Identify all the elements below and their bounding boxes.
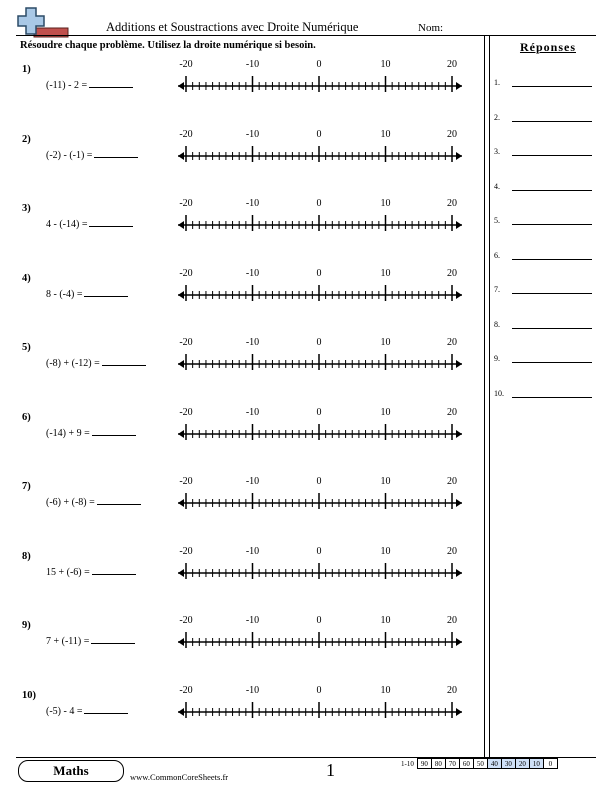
- tick-label: 20: [447, 476, 457, 487]
- answer-blank[interactable]: [91, 634, 135, 644]
- score-cell: 80: [431, 759, 445, 769]
- answer-number: 5.: [494, 216, 500, 225]
- arrow-left-icon: [178, 499, 184, 507]
- arrow-right-icon: [456, 638, 462, 646]
- tick-label: 0: [316, 615, 322, 626]
- column-divider: [484, 36, 485, 758]
- problem-expression: [46, 704, 128, 717]
- tick-label: -10: [245, 267, 260, 279]
- tick-label: 10: [380, 545, 391, 557]
- answer-blank[interactable]: [97, 495, 141, 505]
- tick-label: 20: [447, 198, 457, 209]
- tick-label: 20: [447, 615, 457, 626]
- arrow-left-icon: [178, 708, 184, 716]
- problem-item: [0, 337, 484, 392]
- problem-number: 10): [22, 689, 36, 701]
- problem-item: [0, 267, 484, 323]
- problem-item: [0, 59, 484, 114]
- number-line: [178, 58, 466, 100]
- problem-number: 1): [22, 64, 31, 75]
- score-cell: 50: [473, 759, 487, 769]
- answer-number: 3.: [494, 147, 500, 156]
- tick-label: -20: [179, 406, 193, 418]
- number-line: [178, 128, 466, 170]
- tick-label: 0: [316, 545, 322, 557]
- answer-number: 8.: [494, 319, 500, 329]
- expression-text: 4 - (-14) =: [46, 219, 88, 230]
- answer-line[interactable]: [512, 224, 592, 225]
- answer-item: [494, 180, 594, 200]
- answer-blank[interactable]: [84, 704, 128, 714]
- arrow-right-icon: [456, 291, 462, 299]
- tick-label: 0: [316, 406, 322, 418]
- answer-blank[interactable]: [84, 287, 128, 297]
- score-cell: 10: [529, 759, 543, 769]
- arrow-left-icon: [178, 569, 184, 577]
- tick-label: 0: [316, 59, 322, 70]
- score-cell: 0: [543, 759, 557, 769]
- score-label: 1-10: [401, 759, 414, 768]
- answer-number: 2.: [494, 112, 500, 122]
- answer-line[interactable]: [512, 86, 592, 87]
- tick-label: -10: [245, 59, 260, 70]
- tick-label: 10: [380, 267, 391, 279]
- tick-label: -20: [179, 545, 193, 557]
- tick-label: -20: [179, 476, 193, 487]
- column-divider-inner: [489, 36, 490, 758]
- tick-label: -10: [245, 476, 260, 487]
- problem-number: 2): [22, 133, 31, 145]
- instructions: Résoudre chaque problème. Utilisez la droite numérique si besoin.: [20, 40, 316, 51]
- answer-item: [494, 76, 594, 96]
- answer-line[interactable]: [512, 259, 592, 260]
- expression-text: (-11) - 2 =: [46, 80, 88, 91]
- number-line: [178, 267, 466, 309]
- answer-item: [494, 352, 594, 372]
- answer-blank[interactable]: [89, 78, 133, 88]
- arrow-left-icon: [178, 430, 184, 438]
- tick-label: 20: [447, 545, 457, 557]
- answer-number: 4.: [494, 181, 500, 191]
- answer-item: [494, 145, 594, 165]
- answer-item: [494, 318, 594, 338]
- tick-label: -10: [245, 198, 260, 209]
- problem-expression: [46, 287, 128, 300]
- tick-label: 0: [316, 198, 322, 209]
- tick-label: -20: [179, 615, 193, 626]
- problem-expression: [46, 426, 136, 439]
- answer-number: 7.: [494, 285, 500, 294]
- answer-line[interactable]: [512, 121, 592, 122]
- problem-item: [0, 684, 484, 740]
- tick-label: -10: [245, 615, 260, 626]
- arrow-right-icon: [456, 221, 462, 229]
- arrow-right-icon: [456, 569, 462, 577]
- tick-label: 20: [447, 128, 457, 140]
- site-url: www.CommonCoreSheets.fr: [130, 772, 229, 782]
- arrow-left-icon: [178, 360, 184, 368]
- tick-label: 0: [316, 337, 322, 348]
- tick-label: -20: [179, 59, 193, 70]
- tick-label: 10: [380, 615, 391, 626]
- tick-label: 10: [380, 128, 391, 140]
- number-line: [178, 475, 466, 517]
- answer-item: [494, 283, 594, 303]
- arrow-right-icon: [456, 360, 462, 368]
- arrow-right-icon: [456, 82, 462, 90]
- answer-item: [494, 214, 594, 234]
- arrow-right-icon: [456, 499, 462, 507]
- problem-number: 9): [22, 620, 31, 631]
- arrow-left-icon: [178, 638, 184, 646]
- problem-expression: [46, 495, 141, 508]
- expression-text: (-8) + (-12) =: [46, 358, 100, 369]
- number-line: [178, 545, 466, 587]
- problem-expression: [46, 217, 133, 230]
- problem-item: [0, 128, 484, 184]
- number-line: [178, 684, 466, 726]
- problem-number: 6): [22, 411, 31, 423]
- score-cell: 30: [501, 759, 515, 769]
- tick-label: 20: [447, 337, 457, 348]
- tick-label: 0: [316, 684, 322, 696]
- score-cell: 40: [487, 759, 501, 769]
- problem-number: 4): [22, 272, 31, 284]
- tick-label: 10: [380, 198, 391, 209]
- number-line: [178, 197, 466, 239]
- problem-item: [0, 406, 484, 462]
- problem-expression: [46, 634, 135, 647]
- score-cell: 70: [445, 759, 459, 769]
- arrow-left-icon: [178, 82, 184, 90]
- expression-text: (-2) - (-1) =: [46, 149, 93, 161]
- number-line: [178, 336, 466, 378]
- score-cell: 20: [515, 759, 529, 769]
- problem-number: 5): [22, 342, 31, 353]
- expression-text: (-5) - 4 =: [46, 705, 83, 717]
- answer-blank[interactable]: [89, 217, 133, 227]
- tick-label: 10: [380, 59, 391, 70]
- tick-label: -10: [245, 128, 260, 140]
- answer-number: 10.: [494, 388, 504, 398]
- tick-label: -20: [179, 337, 193, 348]
- problem-number: 3): [22, 203, 31, 214]
- arrow-left-icon: [178, 221, 184, 229]
- answer-line[interactable]: [512, 362, 592, 363]
- tick-label: 20: [447, 59, 457, 70]
- problem-item: [0, 545, 484, 601]
- arrow-right-icon: [456, 430, 462, 438]
- expression-text: 8 - (-4) =: [46, 288, 83, 300]
- page-number: 1: [326, 760, 335, 780]
- tick-label: -20: [179, 267, 193, 279]
- tick-label: 20: [447, 406, 457, 418]
- problem-expression: [46, 78, 133, 91]
- answer-number: 9.: [494, 354, 500, 363]
- expression-text: 15 + (-6) =: [46, 566, 90, 578]
- problem-item: [0, 476, 484, 531]
- tick-label: 10: [380, 476, 391, 487]
- tick-label: -20: [179, 128, 193, 140]
- tick-label: 0: [316, 267, 322, 279]
- answer-line[interactable]: [512, 190, 592, 191]
- expression-text: (-14) + 9 =: [46, 427, 90, 439]
- tick-label: -20: [179, 684, 193, 696]
- problem-expression: [46, 356, 146, 369]
- answer-item: [494, 387, 594, 407]
- expression-text: 7 + (-11) =: [46, 636, 90, 647]
- tick-label: -10: [245, 337, 260, 348]
- tick-label: -10: [245, 684, 260, 696]
- tick-label: 10: [380, 337, 391, 348]
- problem-expression: [46, 148, 138, 161]
- tick-label: -10: [245, 406, 260, 418]
- answer-item: [494, 249, 594, 269]
- answer-number: 6.: [494, 250, 500, 260]
- tick-label: 20: [447, 267, 457, 279]
- arrow-left-icon: [178, 291, 184, 299]
- arrow-right-icon: [456, 152, 462, 160]
- name-label: Nom:: [418, 22, 444, 34]
- problem-expression: [46, 565, 136, 578]
- tick-label: 10: [380, 684, 391, 696]
- number-line: [178, 406, 466, 448]
- answer-item: [494, 111, 594, 131]
- expression-text: (-6) + (-8) =: [46, 497, 95, 508]
- answer-line[interactable]: [512, 397, 592, 398]
- answer-blank[interactable]: [102, 356, 146, 366]
- score-table: [399, 758, 558, 769]
- problem-number: 7): [22, 481, 31, 492]
- tick-label: -20: [179, 198, 193, 209]
- answer-line[interactable]: [512, 328, 592, 329]
- answer-blank[interactable]: [92, 565, 136, 575]
- arrow-left-icon: [178, 152, 184, 160]
- answers-title: Réponses: [519, 40, 576, 54]
- plus-logo-icon: [16, 6, 72, 38]
- answer-number: 1.: [494, 78, 500, 87]
- tick-label: 20: [447, 684, 457, 696]
- problem-number: 8): [22, 550, 31, 562]
- tick-label: 0: [316, 476, 322, 487]
- tick-label: 10: [380, 406, 391, 418]
- page-title: Additions et Soustractions avec Droite Numérique: [106, 20, 359, 34]
- answer-blank[interactable]: [92, 426, 136, 436]
- arrow-right-icon: [456, 708, 462, 716]
- answer-line[interactable]: [512, 293, 592, 294]
- answer-line[interactable]: [512, 155, 592, 156]
- score-cell: 60: [459, 759, 473, 769]
- number-line: [178, 614, 466, 656]
- problem-item: [0, 615, 484, 670]
- tick-label: -10: [245, 545, 260, 557]
- header-divider: [16, 35, 596, 36]
- subject-badge: Maths: [18, 760, 124, 782]
- problem-item: [0, 198, 484, 253]
- score-cell: 90: [417, 759, 431, 769]
- tick-label: 0: [316, 128, 322, 140]
- answer-blank[interactable]: [94, 148, 138, 158]
